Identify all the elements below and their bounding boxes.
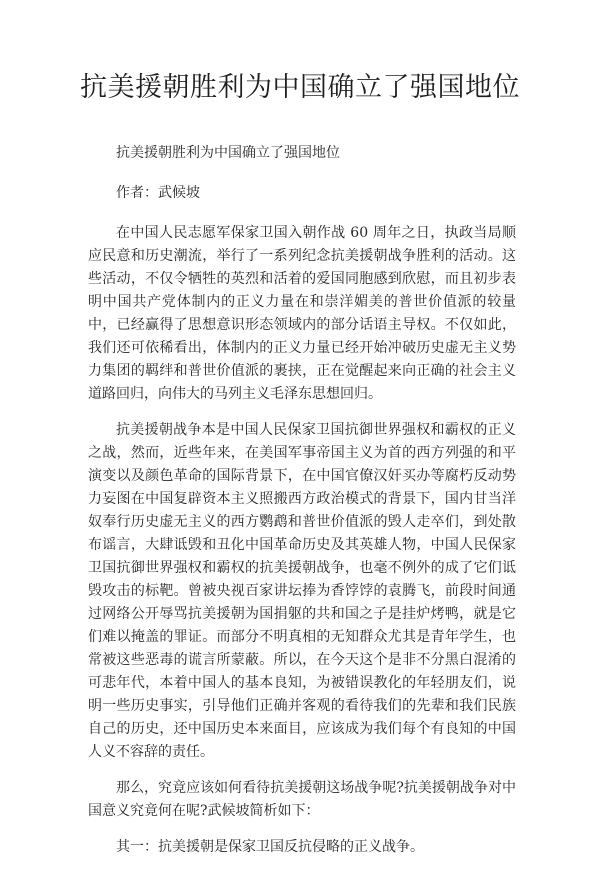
paragraph: 在中国人民志愿军保家卫国入朝作战 60 周年之日，执政当局顺应民意和历史潮流，举行了一系列纪念抗美援朝战争胜利的活动。这些活动，不仅令牺牲的英烈和活着的爱国同胞感到欣慰，而且初步表明中国共产党体制内的正义力量在和崇洋媚美的普世价值派的较量中，已经赢得了思想意识形态领域内的部分话语主导权。不仅如此，我们还可依稀看出，体制内的正义力量已经开始冲破历史虚无主义势力集团的羁绊和普世价值派的裹挟，正在觉醒起来向正确的社会主义道路回归，向伟大的马列主义毛泽东思想回归。: [88, 225, 516, 402]
document-title: 抗美援朝胜利为中国确立了强国地位: [80, 72, 520, 103]
paragraph: 抗美援朝战争本是中国人民保家卫国抗御世界强权和霸权的正义之战，然而，近些年来，在美国军事帝国主义为首的西方列强的和平演变以及颜色革命的国际背景下，在中国官僚汉奸买办等腐朽反动势力妄图在中国复辟资本主义照搬西方政治模式的背景下，国内甘当洋奴奉行历史虚无主义的西方鹦鹉和普世价值派的毁人走卒们，到处散布谣言，大肆诋毁和丑化中国革命历史及其英雄人物，中国人民保家卫国抗御世界强权和霸权的抗美援朝战争，也毫不例外的成了它们诋毁攻击的标靶。曾被央视百家讲坛捧为香饽饽的袁腾飞，前段时间通过网络公开辱骂抗美援朝为国捐躯的共和国之子是挂炉烤鸭，就是它们难以掩盖的罪证。而部分不明真相的无知群众尤其是青年学生，也常被这些恶毒的谎言所蒙蔽。所以，在今天这个是非不分黑白混淆的可悲年代，本着中国人的基本良知，为被错误教化的年轻朋友们，说明一些历史事实，引导他们正确并客观的看待我们的先辈和我们民族自己的历史，还中国历史本来面目，应该成为我们每个有良知的中国人义不容辞的责任。: [88, 422, 516, 760]
paragraph: 那么，究竟应该如何看待抗美援朝这场战争呢?抗美援朝战争对中国意义究竟何在呢?武候坡简析如下：: [88, 780, 516, 819]
document-subtitle: 抗美援朝胜利为中国确立了强国地位: [116, 145, 340, 161]
document-author: 作者：武候坡: [116, 185, 200, 201]
paragraph: 其一：抗美援朝是保家卫国反抗侵略的正义战争。: [116, 839, 424, 855]
document-body: [88, 142, 516, 872]
